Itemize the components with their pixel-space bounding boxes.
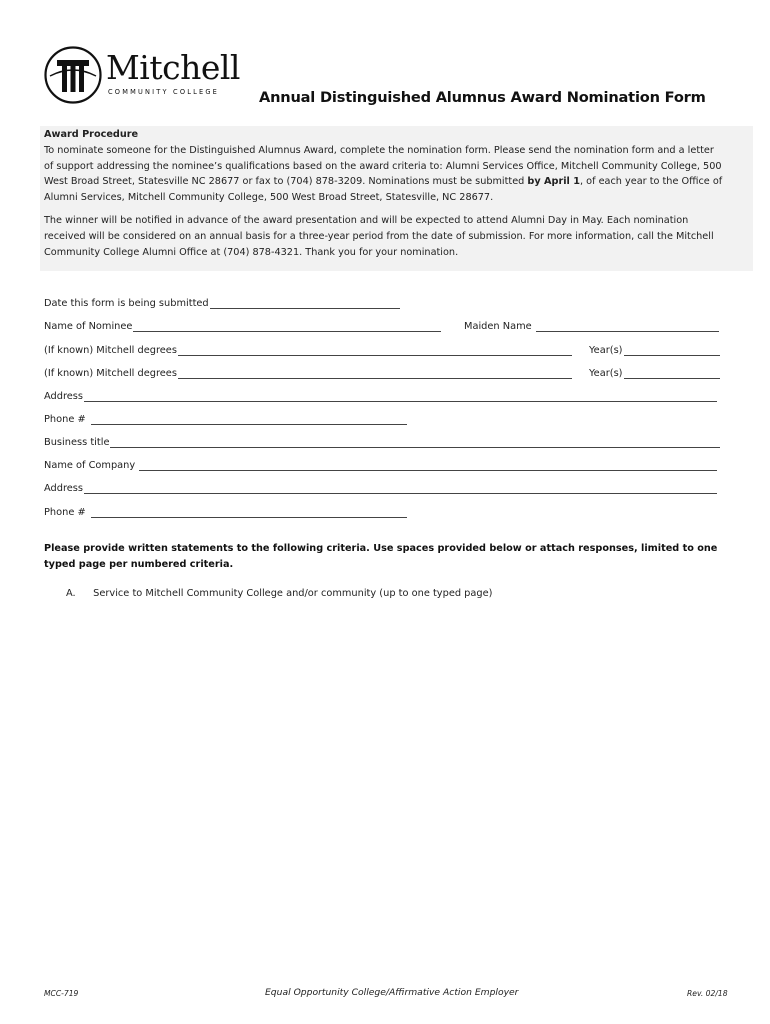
maiden-name-row	[464, 321, 719, 332]
years-label-2: Year(s)	[589, 368, 623, 379]
criteria-item-label: A.	[66, 588, 76, 599]
procedure-heading: Award Procedure	[44, 129, 139, 140]
revision-date: Rev. 02/18	[687, 989, 728, 998]
phone-row-2	[44, 507, 407, 518]
address-label-1: Address	[44, 391, 84, 402]
address-field-1[interactable]	[84, 391, 717, 402]
logo-subtitle: COMMUNITY COLLEGE	[108, 88, 220, 96]
date-submitted-label: Date this form is being submitted	[44, 298, 209, 309]
years-label-1: Year(s)	[589, 345, 623, 356]
business-title-row	[44, 437, 720, 448]
nominee-name-label: Name of Nominee	[44, 321, 133, 332]
business-title-label: Business title	[44, 437, 110, 448]
procedure-p1-end: , of each year to the Office of Alumni Services, Mitchell Community College, 500 West Broad Street, Statesville, NC 28677.	[44, 176, 723, 204]
degrees-field-2[interactable]	[178, 368, 572, 379]
phone-label-1: Phone #	[44, 414, 86, 425]
degrees-label-1: (If known) Mitchell degrees	[44, 345, 177, 356]
maiden-name-field[interactable]	[536, 321, 719, 332]
address-field-2[interactable]	[84, 483, 717, 494]
criteria-item	[66, 588, 492, 599]
procedure-paragraph-2: The winner will be notified in advance of the award presentation and will be expected to attend Alumni Day in May. Each nomination received will be considered on an annual basis for a three-year period from the date of submission. For more information, call the Mitchell Community College Alumni Office at (704) 878-4321. Thank you for your nomination.	[44, 214, 714, 258]
degrees-label-2: (If known) Mitchell degrees	[44, 368, 177, 379]
date-submitted-row	[44, 298, 400, 309]
college-logo	[44, 46, 240, 106]
years-row-1	[589, 345, 720, 356]
procedure-deadline: by April 1	[527, 176, 580, 188]
address-label-2: Address	[44, 483, 84, 494]
form-code: MCC-719	[44, 989, 79, 998]
nominee-name-field[interactable]	[133, 321, 441, 332]
date-submitted-field[interactable]	[210, 298, 400, 309]
procedure-paragraph-1	[44, 143, 724, 206]
years-field-2[interactable]	[624, 368, 720, 379]
years-row-2	[589, 368, 720, 379]
logo-emblem-icon	[44, 46, 102, 104]
phone-field-2[interactable]	[91, 507, 407, 518]
degrees-row-1	[44, 345, 572, 356]
logo-wordmark: Mitchell	[106, 48, 240, 87]
procedure-p1-start: To nominate someone for the Distinguished Alumnus Award, complete the nomination form. Please send the nomination form and a letter of support addressing the nominee’s qualifications based on the award criteria to: Alumni Services Office, Mitchell Community College, 500 West Broad Street, Statesville NC 28677 or fax to (704) 878-3209. Nominations must be submitted	[44, 144, 722, 188]
company-name-field[interactable]	[139, 460, 717, 471]
phone-field-1[interactable]	[91, 414, 407, 425]
address-row-1	[44, 391, 717, 402]
procedure-text	[44, 127, 724, 260]
business-title-field[interactable]	[110, 437, 720, 448]
degrees-field-1[interactable]	[178, 345, 572, 356]
footer-eeo-statement: Equal Opportunity College/Affirmative Action Employer	[265, 987, 519, 998]
page-title: Annual Distinguished Alumnus Award Nomination Form	[259, 89, 706, 106]
criteria-instructions: Please provide written statements to the following criteria. Use spaces provided below or attach responses, limited to one typed page per numbered criteria.	[44, 543, 718, 570]
company-name-label: Name of Company	[44, 460, 136, 471]
nominee-name-row	[44, 321, 441, 332]
years-field-1[interactable]	[624, 345, 720, 356]
degrees-row-2	[44, 368, 572, 379]
maiden-name-label: Maiden Name	[464, 321, 532, 332]
address-row-2	[44, 483, 717, 494]
criteria-item-text: Service to Mitchell Community College and/or community (up to one typed page)	[93, 588, 493, 599]
phone-label-2: Phone #	[44, 507, 86, 518]
phone-row-1	[44, 414, 407, 425]
company-name-row	[44, 460, 717, 471]
